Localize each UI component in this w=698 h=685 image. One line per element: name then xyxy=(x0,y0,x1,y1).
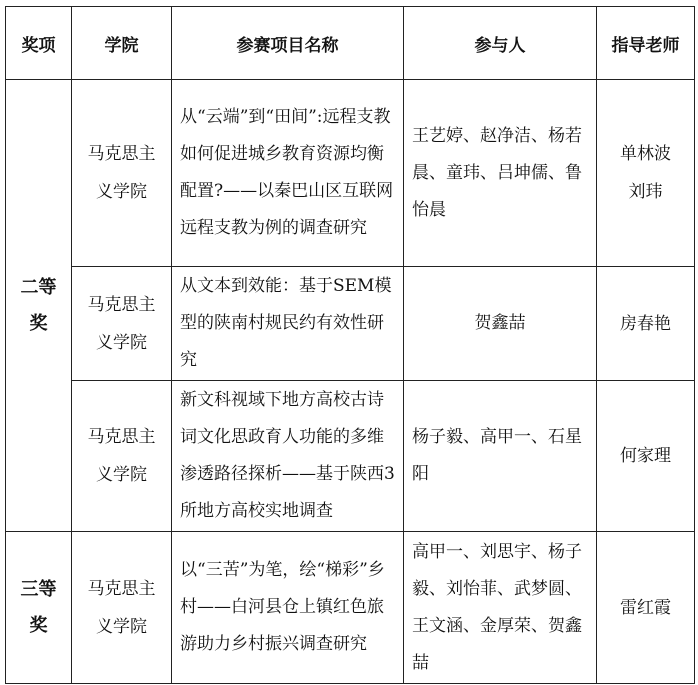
college-cell xyxy=(72,381,172,532)
college-name: 马克思主义学院 xyxy=(87,427,156,485)
awards-table xyxy=(5,6,695,684)
advisor-cell xyxy=(597,267,695,381)
advisor-cell xyxy=(597,381,695,532)
header-row xyxy=(6,7,695,80)
project-cell xyxy=(172,267,404,381)
college-cell xyxy=(72,267,172,381)
award-label: 三等奖 xyxy=(20,578,57,636)
header-project-name: 参赛项目名称 xyxy=(172,7,404,80)
award-label: 二等奖 xyxy=(20,276,57,334)
project-name: 从“云端”到“田间”:远程支教如何促进城乡教育资源均衡配置?——以秦巴山区互联网远程支教为例的调查研究 xyxy=(180,107,394,238)
advisor-cell xyxy=(597,532,695,684)
project-cell xyxy=(172,80,404,267)
participants-cell xyxy=(404,381,597,532)
participants-cell xyxy=(404,80,597,267)
header-college: 学院 xyxy=(72,7,172,80)
participants: 杨子毅、高甲一、石星阳 xyxy=(412,427,582,484)
college-name: 马克思主义学院 xyxy=(87,144,156,202)
table-row xyxy=(6,532,695,684)
college-name: 马克思主义学院 xyxy=(87,294,156,353)
project-name: 以“三苦”为笔，绘“梯彩”乡村——白河县仓上镇红色旅游助力乡村振兴调查研究 xyxy=(180,560,385,654)
table-row xyxy=(6,80,695,267)
project-name: 从文本到效能：基于SEM模型的陕南村规民约有效性研究 xyxy=(180,276,392,370)
header-participants: 参与人 xyxy=(404,7,597,80)
project-name: 新文科视域下地方高校古诗词文化思政育人功能的多维渗透路径探析——基于陕西3所地方高校实地调查 xyxy=(180,390,395,521)
participants-cell xyxy=(404,267,597,381)
advisor-name: 房春艳 xyxy=(620,313,671,334)
college-name: 马克思主义学院 xyxy=(87,578,156,637)
header-award: 奖项 xyxy=(6,7,72,80)
advisor-name: 何家理 xyxy=(620,446,671,466)
table-row xyxy=(6,381,695,532)
participants: 王艺婷、赵净洁、杨若晨、童玮、吕坤儒、鲁怡晨 xyxy=(412,125,582,220)
project-cell xyxy=(172,381,404,532)
header-advisor: 指导老师 xyxy=(597,7,695,80)
award-cell-third xyxy=(6,532,72,684)
project-cell xyxy=(172,532,404,684)
table-row xyxy=(6,267,695,381)
award-cell-second xyxy=(6,80,72,532)
advisor-name: 单林波 xyxy=(620,144,671,164)
participants: 高甲一、刘思宇、杨子毅、刘怡菲、武梦圆、王文涵、金厚荣、贺鑫喆 xyxy=(412,541,582,673)
college-cell xyxy=(72,80,172,267)
participants-cell xyxy=(404,532,597,684)
advisor-name: 刘玮 xyxy=(628,182,663,202)
advisor-cell xyxy=(597,80,695,267)
college-cell xyxy=(72,532,172,684)
advisor-name: 雷红霞 xyxy=(620,597,671,618)
participants: 贺鑫喆 xyxy=(474,313,526,333)
